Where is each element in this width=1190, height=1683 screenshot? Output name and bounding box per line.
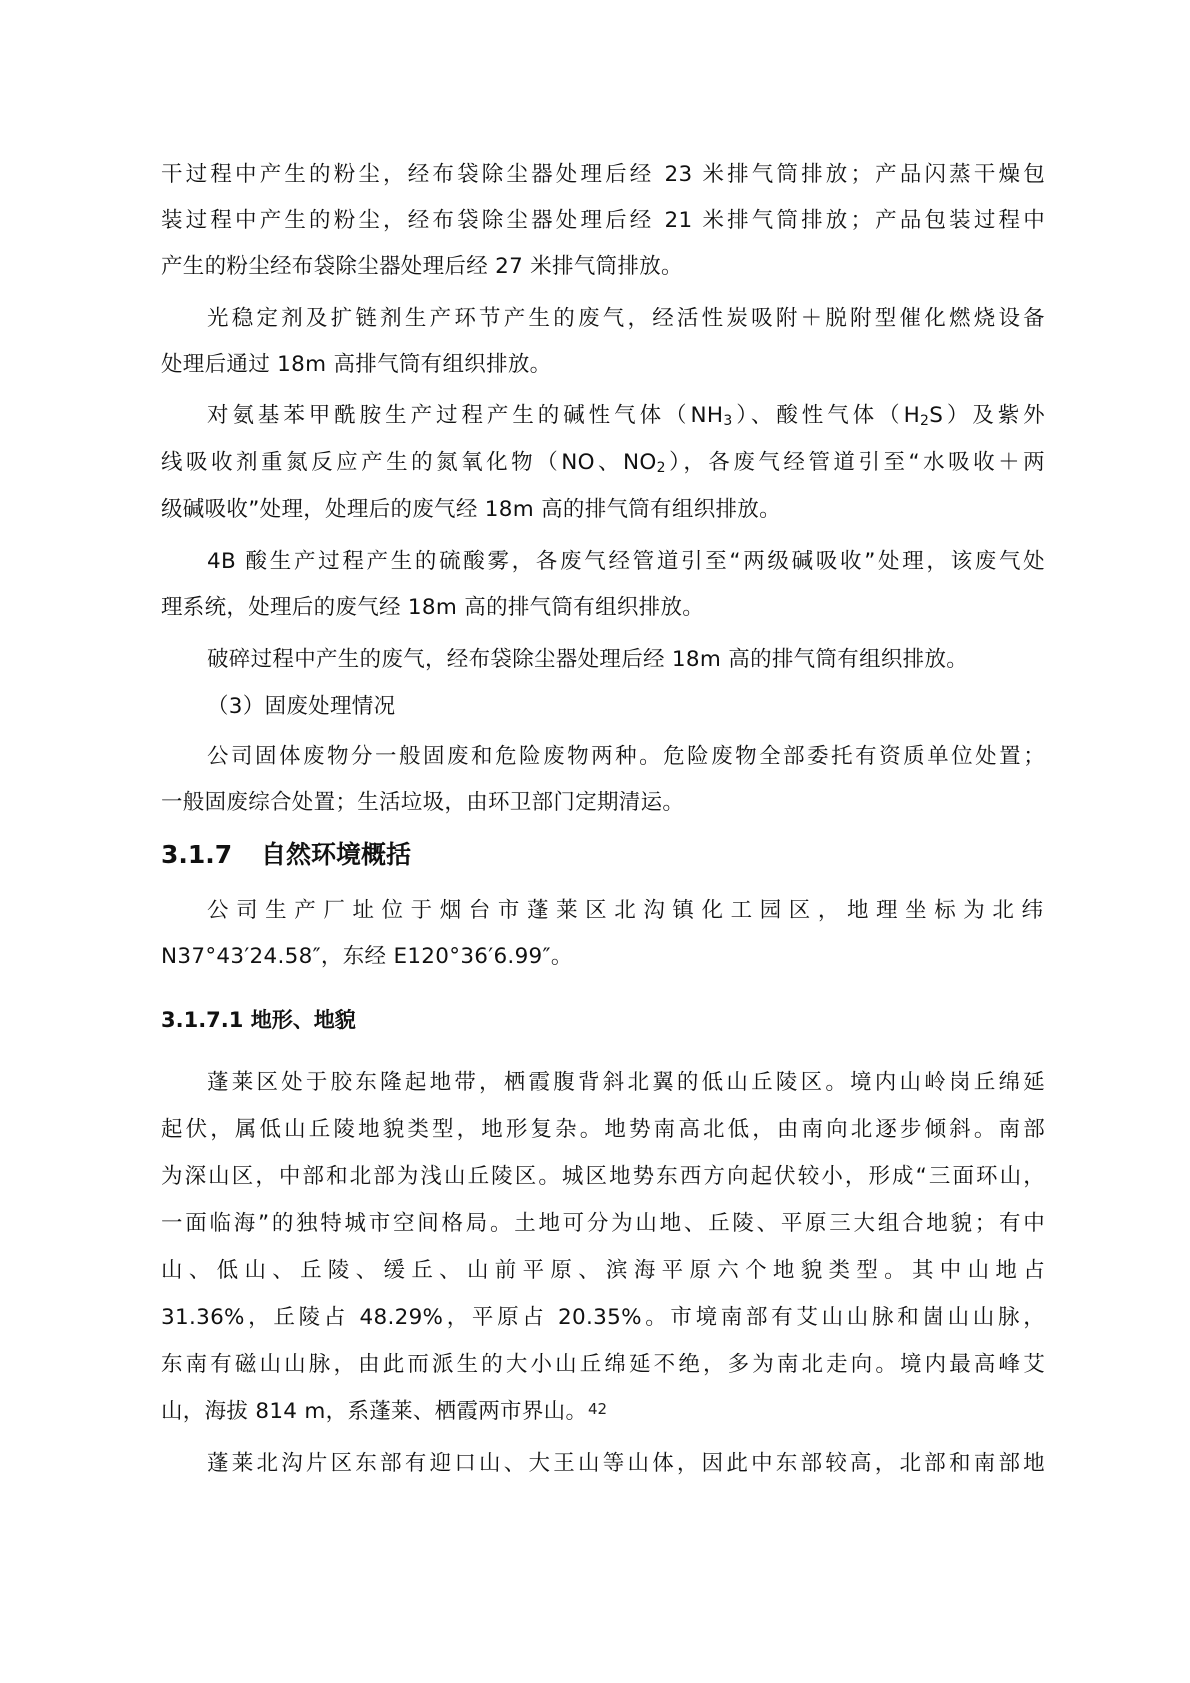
text-span: 线吸收剂重氮反应产生的氮氧化物（NO、NO (161, 450, 657, 475)
paragraph-line: 起伏，属低山丘陵地貌类型，地形复杂。地势南高北低，由南向北逐步倾斜。南部 (161, 1117, 1045, 1142)
paragraph-line: 蓬莱区处于胶东隆起地带，栖霞腹背斜北翼的低山丘陵区。境内山岭岗丘绵延 (207, 1070, 1045, 1095)
paragraph-line: 公司固体废物分一般固废和危险废物两种。危险废物全部委托有资质单位处置； (207, 744, 1045, 769)
section-number: 3.1.7 (161, 840, 233, 869)
section-heading (161, 838, 411, 872)
paragraph-line: 山，海拔 814 m，系蓬莱、栖霞两市界山。 (161, 1399, 588, 1424)
paragraph-line: 4B 酸生产过程产生的硫酸雾，各废气经管道引至“两级碱吸收”处理，该废气处 (207, 549, 1045, 574)
paragraph-line: 光稳定剂及扩链剂生产环节产生的废气，经活性炭吸附＋脱附型催化燃烧设备 (207, 306, 1045, 331)
paragraph-line: 蓬莱北沟片区东部有迎口山、大王山等山体，因此中东部较高，北部和南部地 (207, 1451, 1045, 1476)
paragraph-line: 公司生产厂址位于烟台市蓬莱区北沟镇化工园区，地理坐标为北纬 (207, 898, 1045, 923)
text-span: ）、酸性气体（H (732, 403, 921, 428)
subsection-heading: 3.1.7.1 地形、地貌 (161, 1008, 356, 1032)
subscript: 2 (920, 413, 930, 429)
paragraph-line: 31.36%，丘陵占 48.29%，平原占 20.35%。市境南部有艾山山脉和崮山山脉， (161, 1305, 1045, 1330)
subsection-label: （3）固废处理情况 (207, 694, 396, 719)
paragraph-line: 理系统，处理后的废气经 18m 高的排气筒有组织排放。 (161, 595, 705, 620)
paragraph-line: 级碱吸收”处理，处理后的废气经 18m 高的排气筒有组织排放。 (161, 497, 781, 522)
paragraph-line (207, 401, 1045, 436)
section-title: 自然环境概括 (261, 840, 412, 869)
text-span: ），各废气经管道引至“水吸收＋两 (665, 450, 1045, 475)
paragraph-line: 处理后通过 18m 高排气筒有组织排放。 (161, 352, 552, 377)
paragraph-line: 一般固废综合处置；生活垃圾，由环卫部门定期清运。 (161, 790, 685, 815)
paragraph-line: 一面临海”的独特城市空间格局。土地可分为山地、丘陵、平原三大组合地貌；有中 (161, 1211, 1045, 1236)
text-span: 对氨基苯甲酰胺生产过程产生的碱性气体（NH (207, 403, 724, 428)
paragraph-line: 干过程中产生的粉尘，经布袋除尘器处理后经 23 米排气筒排放；产品闪蒸干燥包 (161, 162, 1045, 187)
page-number: 42 (588, 1400, 608, 1418)
subscript: 2 (656, 460, 666, 476)
subscript: 3 (723, 413, 733, 429)
paragraph-line: 为深山区，中部和北部为浅山丘陵区。城区地势东西方向起伏较小，形成“三面环山， (161, 1164, 1045, 1189)
paragraph-line: 装过程中产生的粉尘，经布袋除尘器处理后经 21 米排气筒排放；产品包装过程中 (161, 208, 1045, 233)
paragraph-line (161, 448, 1045, 483)
paragraph-line: 东南有磁山山脉，由此而派生的大小山丘绵延不绝，多为南北走向。境内最高峰艾 (161, 1352, 1045, 1377)
paragraph-line: N37°43′24.58″，东经 E120°36′6.99″。 (161, 944, 573, 969)
paragraph-line: 破碎过程中产生的废气，经布袋除尘器处理后经 18m 高的排气筒有组织排放。 (207, 647, 969, 672)
paragraph-line: 产生的粉尘经布袋除尘器处理后经 27 米排气筒排放。 (161, 254, 683, 279)
paragraph-line: 山、低山、丘陵、缓丘、山前平原、滨海平原六个地貌类型。其中山地占 (161, 1258, 1045, 1283)
text-span: S）及紫外 (929, 403, 1045, 428)
